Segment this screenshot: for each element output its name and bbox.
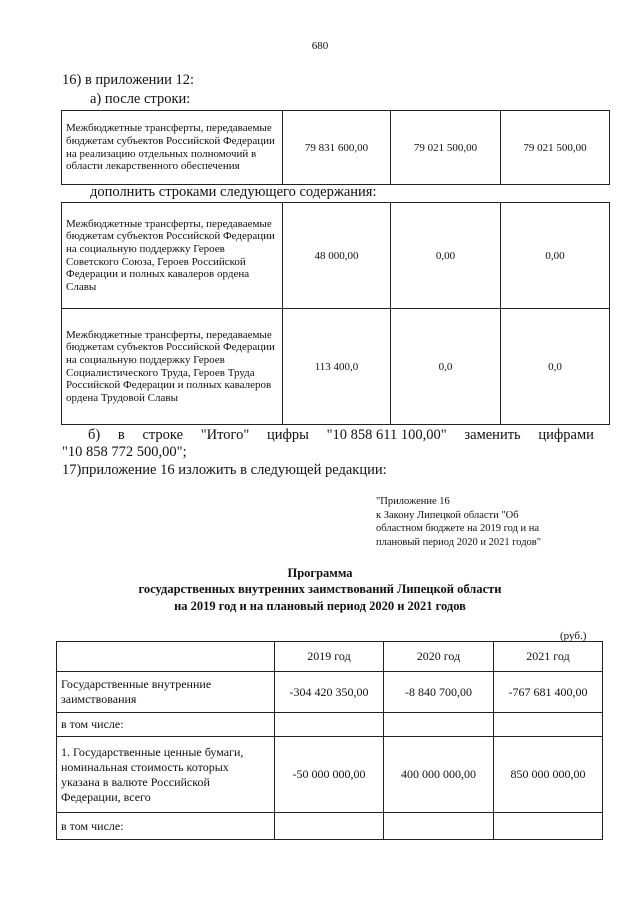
program-title (0, 565, 640, 614)
program-title-line: на 2019 год и на плановый период 2020 и 2021 годов (174, 598, 466, 613)
value-2021: 0,0 (501, 309, 610, 425)
sub-b-word: "10 858 611 100,00" (326, 427, 447, 443)
header-cell: 2020 год (384, 642, 494, 672)
item-16-sub-b (88, 427, 594, 444)
table-row (57, 737, 603, 813)
value-2019: -304 420 350,00 (275, 672, 384, 713)
value-2021 (494, 813, 603, 840)
value-2019: 79 831 600,00 (283, 111, 391, 185)
value-2021 (494, 713, 603, 737)
row-label: Межбюджетные трансферты, передаваемые бюджетам субъектов Российской Федерации на социальную поддержку Героев Социалистического Труда, Героев Труда Российской Федерации и полных кавалеров ордена Трудовой Славы (62, 309, 283, 425)
row-label: 1. Государственные ценные бумаги, номинальная стоимость которых указана в валюте Российской Федерации, всего (57, 737, 275, 813)
sub-b-word: "Итого" (200, 427, 250, 443)
appendix-note-line: к Закону Липецкой области "Об (376, 509, 519, 521)
value-2020: -8 840 700,00 (384, 672, 494, 713)
sub-b-word: строке (142, 427, 184, 443)
sub-b-word: цифры (267, 427, 309, 443)
add-rows-text: дополнить строками следующего содержания: (90, 184, 377, 200)
value-2020 (384, 813, 494, 840)
header-cell: 2019 год (275, 642, 384, 672)
item-16-sub-b-continuation: "10 858 772 500,00"; (62, 444, 187, 460)
table-row (62, 309, 610, 425)
value-2020: 0,00 (391, 203, 501, 309)
value-2019 (275, 713, 384, 737)
value-2020: 400 000 000,00 (384, 737, 494, 813)
new-rows-table (61, 202, 610, 425)
appendix-note-line: плановый период 2020 и 2021 годов" (376, 536, 542, 548)
row-label: в том числе: (57, 713, 275, 737)
appendix-note-line: "Приложение 16 (376, 496, 450, 507)
sub-b-word: б) (88, 427, 101, 443)
value-2021: 79 021 500,00 (501, 111, 610, 185)
appendix-note (376, 495, 586, 550)
program-title-line: Программа (287, 566, 353, 580)
header-cell: 2021 год (494, 642, 603, 672)
sub-b-word: цифрами (538, 427, 594, 443)
value-2019: 113 400,0 (283, 309, 391, 425)
table-header-row (57, 642, 603, 672)
value-2021: 0,00 (501, 203, 610, 309)
sub-b-word: в (117, 427, 125, 443)
value-2020 (384, 713, 494, 737)
value-2021: -767 681 400,00 (494, 672, 603, 713)
item-16-sub-a: а) после строки: (90, 91, 191, 107)
page-number: 680 (311, 40, 329, 52)
value-2019: -50 000 000,00 (275, 737, 384, 813)
row-label: Межбюджетные трансферты, передаваемые бюджетам субъектов Российской Федерации на социальную поддержку Героев Советского Союза, Героев Российской Федерации и полных кавалеров ордена Славы (62, 203, 283, 309)
value-2020: 0,0 (391, 309, 501, 425)
row-label: в том числе: (57, 813, 275, 840)
table-row (57, 672, 603, 713)
value-2019: 48 000,00 (283, 203, 391, 309)
row-after-table (61, 110, 610, 185)
unit-label: (руб.) (560, 630, 587, 642)
table-row (62, 111, 610, 185)
program-title-line: государственных внутренних заимствований Липецкой области (138, 582, 502, 597)
program-table (56, 641, 603, 840)
value-2020: 79 021 500,00 (391, 111, 501, 185)
appendix-note-line: областном бюджете на 2019 год и на (376, 523, 540, 535)
table-row (57, 813, 603, 840)
item-16-heading: 16) в приложении 12: (62, 72, 195, 88)
value-2021: 850 000 000,00 (494, 737, 603, 813)
table-row (62, 203, 610, 309)
value-2019 (275, 813, 384, 840)
sub-b-word: заменить (464, 427, 521, 443)
row-label: Государственные внутренние заимствования (57, 672, 275, 713)
row-label: Межбюджетные трансферты, передаваемые бюджетам субъектов Российской Федерации на реализацию отдельных полномочий в области лекарственного обеспечения (62, 111, 283, 185)
item-17-heading: 17)приложение 16 изложить в следующей редакции: (62, 462, 387, 478)
table-row (57, 713, 603, 737)
header-cell (57, 642, 275, 672)
